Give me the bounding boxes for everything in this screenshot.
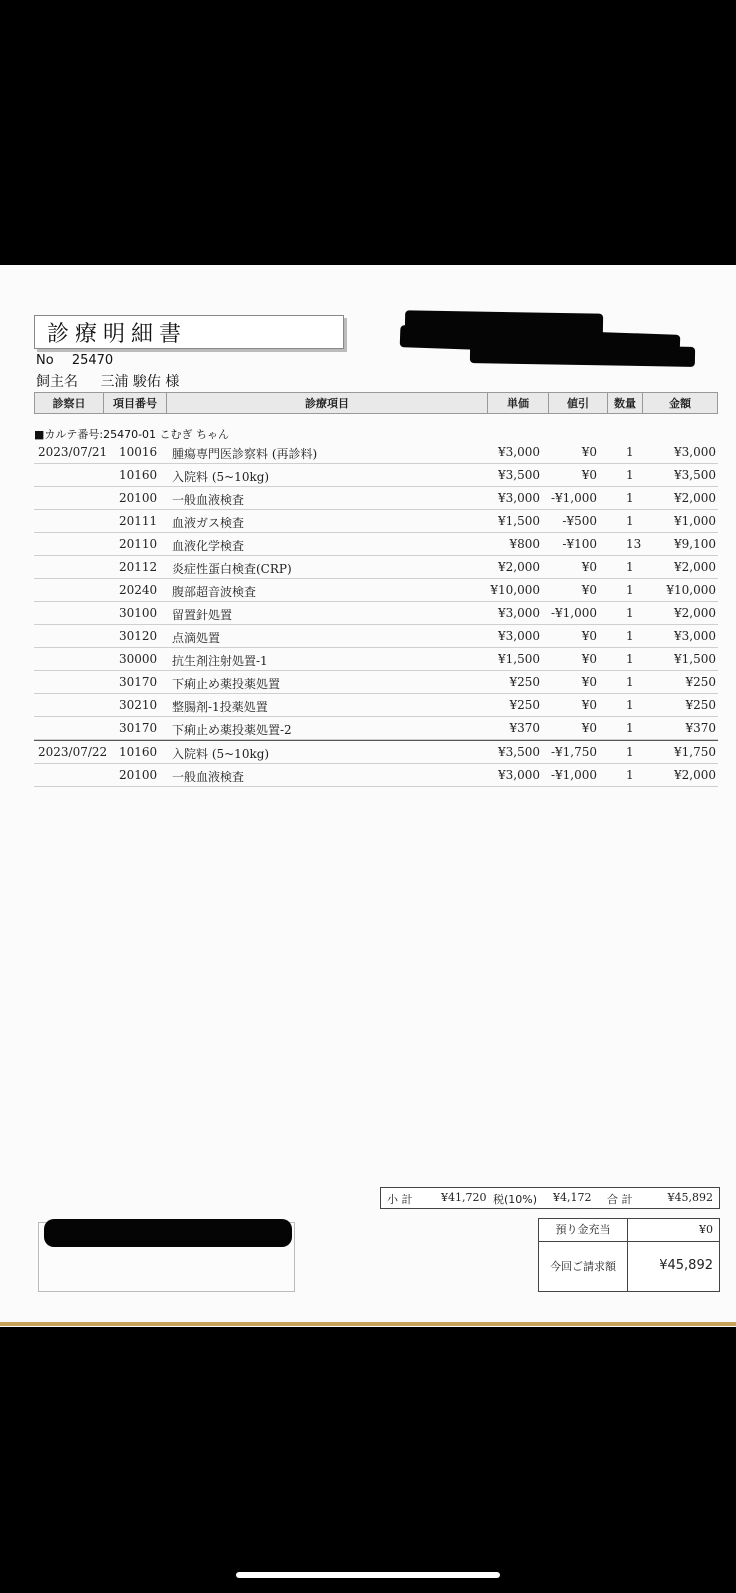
cell-discount: -¥1,000 bbox=[550, 606, 597, 620]
cell-name: 一般血液検査 bbox=[172, 770, 245, 784]
cell-price: ¥3,000 bbox=[498, 606, 540, 620]
owner-name: 三浦 駿佑 様 bbox=[100, 374, 180, 390]
cell-code: 20100 bbox=[119, 491, 158, 505]
cell-discount: ¥0 bbox=[581, 721, 597, 735]
table-row bbox=[34, 625, 718, 648]
col-discount: 値引 bbox=[549, 393, 608, 414]
col-code: 項目番号 bbox=[104, 393, 167, 414]
cell-amount: ¥9,100 bbox=[674, 537, 716, 551]
cell-price: ¥1,500 bbox=[498, 514, 540, 528]
title-box bbox=[34, 315, 344, 349]
cell-discount: ¥0 bbox=[581, 445, 597, 459]
cell-amount: ¥250 bbox=[685, 698, 716, 712]
cell-code: 20110 bbox=[119, 537, 158, 551]
cell-date: 2023/07/21 bbox=[38, 445, 108, 459]
deposit-row bbox=[539, 1219, 719, 1242]
invoice-paper bbox=[0, 265, 736, 1327]
total-label: 合 計 bbox=[607, 1193, 633, 1206]
cell-price: ¥3,000 bbox=[498, 768, 540, 782]
billing-value: ¥45,892 bbox=[659, 1258, 713, 1273]
cell-amount: ¥2,000 bbox=[674, 606, 716, 620]
cell-name: 炎症性蛋白検査(CRP) bbox=[172, 562, 292, 576]
cell-amount: ¥2,000 bbox=[674, 560, 716, 574]
cell-name: 抗生剤注射処置-1 bbox=[172, 654, 268, 668]
cell-code: 20100 bbox=[119, 768, 158, 782]
cell-amount: ¥1,500 bbox=[674, 652, 716, 666]
table-row bbox=[34, 556, 718, 579]
cell-price: ¥370 bbox=[509, 721, 540, 735]
cell-code: 20240 bbox=[119, 583, 158, 597]
cell-qty: 1 bbox=[626, 491, 634, 505]
cell-code: 30210 bbox=[119, 698, 158, 712]
home-indicator[interactable] bbox=[236, 1572, 500, 1578]
table-row bbox=[34, 740, 718, 764]
cell-code: 10016 bbox=[119, 445, 158, 459]
col-item: 診療項目 bbox=[167, 393, 488, 414]
table-row bbox=[34, 648, 718, 671]
col-amount: 金額 bbox=[643, 393, 718, 414]
cell-qty: 1 bbox=[626, 768, 634, 782]
cell-code: 20111 bbox=[119, 514, 158, 528]
cell-name: 点滴処置 bbox=[172, 631, 221, 645]
owner-label: 飼主名 bbox=[36, 374, 78, 390]
items-rows bbox=[34, 441, 718, 787]
items-header-table bbox=[34, 392, 718, 414]
table-row bbox=[34, 602, 718, 625]
cell-amount: ¥3,500 bbox=[674, 468, 716, 482]
cell-name: 留置針処置 bbox=[172, 608, 233, 622]
cell-qty: 1 bbox=[626, 445, 634, 459]
cell-discount: ¥0 bbox=[581, 675, 597, 689]
owner-line bbox=[36, 371, 179, 391]
cell-code: 30170 bbox=[119, 675, 158, 689]
cell-price: ¥3,500 bbox=[498, 745, 540, 759]
cell-name: 血液化学検査 bbox=[172, 539, 245, 553]
cell-discount: -¥1,750 bbox=[550, 745, 597, 759]
cell-amount: ¥10,000 bbox=[666, 583, 716, 597]
cell-code: 20112 bbox=[119, 560, 158, 574]
cell-qty: 1 bbox=[626, 629, 634, 643]
cell-name: 腹部超音波検査 bbox=[172, 585, 257, 599]
tax-label: 税(10%) bbox=[493, 1193, 538, 1206]
col-price: 単価 bbox=[488, 393, 549, 414]
table-row bbox=[34, 717, 718, 740]
cell-name: 腫瘍専門医診察料 (再診料) bbox=[172, 447, 318, 461]
cell-amount: ¥3,000 bbox=[674, 445, 716, 459]
cell-qty: 1 bbox=[626, 721, 634, 735]
cell-amount: ¥1,000 bbox=[674, 514, 716, 528]
cell-discount: ¥0 bbox=[581, 583, 597, 597]
table-row bbox=[34, 510, 718, 533]
cell-date: 2023/07/22 bbox=[38, 745, 108, 759]
tax-value: ¥4,172 bbox=[553, 1191, 592, 1204]
cell-price: ¥3,000 bbox=[498, 629, 540, 643]
total-value: ¥45,892 bbox=[667, 1191, 713, 1204]
table-row bbox=[34, 533, 718, 556]
cell-name: 入院料 (5~10kg) bbox=[172, 747, 270, 761]
subtotal-label: 小 計 bbox=[387, 1193, 413, 1206]
cell-qty: 1 bbox=[626, 560, 634, 574]
cell-discount: -¥500 bbox=[562, 514, 597, 528]
col-qty: 数量 bbox=[608, 393, 643, 414]
no-label: No bbox=[36, 353, 54, 368]
cell-price: ¥800 bbox=[509, 537, 540, 551]
cell-name: 一般血液検査 bbox=[172, 493, 245, 507]
cell-discount: -¥1,000 bbox=[550, 491, 597, 505]
cell-qty: 13 bbox=[626, 537, 642, 551]
col-date: 診察日 bbox=[35, 393, 104, 414]
cell-discount: -¥100 bbox=[562, 537, 597, 551]
cell-name: 整腸剤-1投薬処置 bbox=[172, 700, 268, 714]
billing-row bbox=[539, 1242, 719, 1291]
cell-price: ¥250 bbox=[509, 675, 540, 689]
cell-code: 30000 bbox=[119, 652, 158, 666]
document-title: 診療明細書 bbox=[47, 322, 188, 347]
cell-qty: 1 bbox=[626, 652, 634, 666]
cell-name: 血液ガス検査 bbox=[172, 516, 245, 530]
cell-code: 30100 bbox=[119, 606, 158, 620]
cell-price: ¥1,500 bbox=[498, 652, 540, 666]
cell-qty: 1 bbox=[626, 675, 634, 689]
cell-amount: ¥370 bbox=[685, 721, 716, 735]
cell-qty: 1 bbox=[626, 698, 634, 712]
cell-code: 30120 bbox=[119, 629, 158, 643]
billing-box bbox=[538, 1218, 720, 1292]
billing-label: 今回ご請求額 bbox=[539, 1242, 628, 1291]
cell-name: 入院料 (5~10kg) bbox=[172, 470, 270, 484]
cell-amount: ¥2,000 bbox=[674, 768, 716, 782]
cell-qty: 1 bbox=[626, 606, 634, 620]
cell-amount: ¥1,750 bbox=[674, 745, 716, 759]
cell-name: 下痢止め薬投薬処置-2 bbox=[172, 723, 292, 737]
cell-price: ¥2,000 bbox=[498, 560, 540, 574]
table-row bbox=[34, 441, 718, 464]
table-row bbox=[34, 579, 718, 602]
cell-price: ¥10,000 bbox=[490, 583, 540, 597]
redacted-clinic-info-3 bbox=[470, 343, 695, 367]
cell-qty: 1 bbox=[626, 514, 634, 528]
cell-code: 30170 bbox=[119, 721, 158, 735]
table-row bbox=[34, 671, 718, 694]
cell-amount: ¥3,000 bbox=[674, 629, 716, 643]
paper-edge bbox=[0, 1322, 736, 1326]
table-row bbox=[34, 764, 718, 787]
cell-amount: ¥2,000 bbox=[674, 491, 716, 505]
subtotal-value: ¥41,720 bbox=[441, 1191, 487, 1204]
cell-price: ¥3,500 bbox=[498, 468, 540, 482]
cell-amount: ¥250 bbox=[685, 675, 716, 689]
cell-discount: ¥0 bbox=[581, 698, 597, 712]
table-row bbox=[34, 694, 718, 717]
deposit-label: 預り金充当 bbox=[539, 1219, 628, 1241]
subtotal-box bbox=[380, 1187, 720, 1209]
table-row bbox=[34, 487, 718, 510]
cell-discount: ¥0 bbox=[581, 629, 597, 643]
cell-qty: 1 bbox=[626, 468, 634, 482]
cell-name: 下痢止め薬投薬処置 bbox=[172, 677, 281, 691]
cell-price: ¥250 bbox=[509, 698, 540, 712]
deposit-value: ¥0 bbox=[699, 1223, 713, 1236]
cell-price: ¥3,000 bbox=[498, 445, 540, 459]
cell-code: 10160 bbox=[119, 745, 158, 759]
no-value: 25470 bbox=[71, 353, 114, 368]
cell-price: ¥3,000 bbox=[498, 491, 540, 505]
karte-number: ■カルテ番号:25470-01 こむぎ ちゃん bbox=[34, 428, 230, 441]
invoice-number-line bbox=[36, 353, 113, 368]
cell-discount: -¥1,000 bbox=[550, 768, 597, 782]
cell-code: 10160 bbox=[119, 468, 158, 482]
cell-qty: 1 bbox=[626, 583, 634, 597]
cell-qty: 1 bbox=[626, 745, 634, 759]
redacted-address bbox=[44, 1219, 292, 1247]
table-row bbox=[34, 464, 718, 487]
cell-discount: ¥0 bbox=[581, 652, 597, 666]
cell-discount: ¥0 bbox=[581, 560, 597, 574]
cell-discount: ¥0 bbox=[581, 468, 597, 482]
